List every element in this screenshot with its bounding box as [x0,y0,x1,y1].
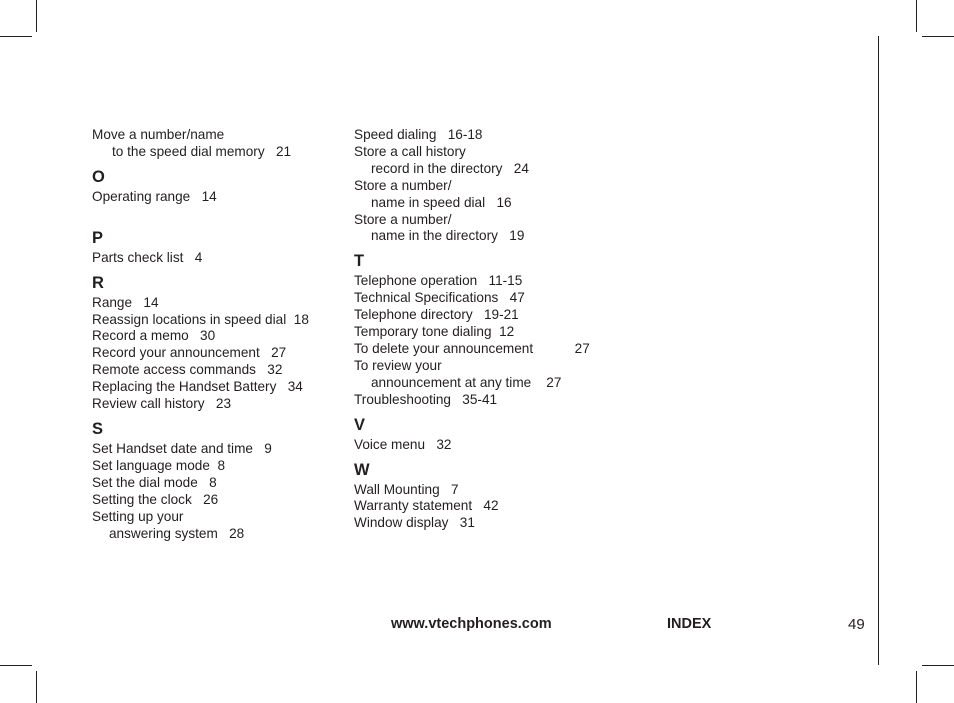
index-entry: Setting the clock 26 [92,491,219,507]
index-column-right [354,127,614,532]
page-number: 49 [848,616,865,633]
index-entry: Troubleshooting 35-41 [354,391,498,407]
index-entry: Store a number/ [354,211,452,227]
sidebar-rule [878,36,879,665]
index-entry: Set language mode 8 [92,457,226,473]
index-entry: Voice menu 32 [354,436,452,452]
index-entry: Set Handset date and time 9 [92,440,272,456]
index-entry: Range 14 [92,294,159,310]
index-entry: To review your [354,357,442,373]
section-letter: W [354,460,370,479]
crop-mark [922,36,954,37]
index-entry: Review call history 23 [92,396,232,412]
index-entry: To delete your announcement 27 [354,340,590,356]
index-entry: Replacing the Handset Battery 34 [92,379,303,395]
index-entry: Parts check list 4 [92,249,203,265]
section-letter: V [354,415,366,434]
index-entry: answering system 28 [109,525,245,541]
index-entry: Speed dialing 16-18 [354,127,483,142]
index-entry: Set the dial mode 8 [92,474,217,490]
index-entry: Wall Mounting 7 [354,481,459,497]
footer-section-title: INDEX [667,616,712,632]
crop-mark [916,0,917,32]
index-entry: Store a number/ [354,177,452,193]
crop-mark [0,665,32,666]
index-entry: Reassign locations in speed dial 18 [92,311,309,327]
crop-mark [922,665,954,666]
section-letter: R [92,273,104,292]
index-entry: Setting up your [92,508,184,524]
crop-mark [36,0,37,32]
index-entry: Technical Specifications 47 [354,290,525,306]
index-entry: record in the directory 24 [371,160,529,176]
index-entry: Store a call history [354,143,466,159]
index-entry: name in the directory 19 [371,228,525,244]
index-entry: Telephone directory 19-21 [354,307,519,323]
crop-mark [0,36,32,37]
crop-mark [36,671,37,703]
index-column-left [92,127,332,542]
index-entry: Warranty statement 42 [354,498,499,514]
footer-website-url: www.vtechphones.com [391,616,552,632]
section-letter: S [92,419,104,438]
index-entry: Record your announcement 27 [92,345,287,361]
index-entry: Move a number/name [92,127,225,142]
index-entry: name in speed dial 16 [371,194,512,210]
index-entry: Operating range 14 [92,188,217,204]
index-entry: Temporary tone dialing 12 [354,324,515,340]
section-letter: T [354,252,365,271]
index-entry: Window display 31 [354,515,475,531]
section-letter: O [92,167,105,186]
index-entry: to the speed dial memory 21 [112,143,292,159]
index-entry: Record a memo 30 [92,328,216,344]
section-letter: P [92,228,104,247]
index-entry: Telephone operation 11-15 [354,273,523,289]
crop-mark [916,671,917,703]
index-entry: announcement at any time 27 [371,374,562,390]
index-entry: Remote access commands 32 [92,362,283,378]
